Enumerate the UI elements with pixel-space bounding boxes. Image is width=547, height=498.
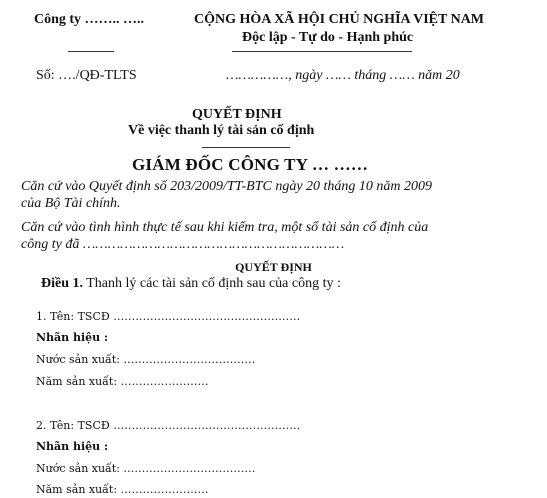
asset-1-name: 1. Tên: TSCĐ …………………………………………… — [36, 310, 301, 323]
asset-1-year: Năm sản xuất: …………………… — [36, 375, 209, 388]
national-motto: Độc lập - Tự do - Hạnh phúc — [242, 30, 414, 45]
basis-line-1: Căn cứ vào Quyết định số 203/2009/TT-BTC ngày 20 tháng 10 năm 2009 — [21, 179, 433, 194]
subject-underline — [202, 147, 290, 148]
basis-line-4: công ty đã ……………………………………………………… — [21, 237, 345, 252]
director-title: GIÁM ĐỐC CÔNG TY … …… — [132, 155, 369, 174]
decide-heading: QUYẾT ĐỊNH — [235, 260, 312, 274]
basis-line-2: của Bộ Tài chính. — [21, 196, 121, 211]
decision-title: QUYẾT ĐỊNH — [192, 107, 282, 122]
asset-1-country: Nước sản xuất: ……………………………… — [36, 353, 256, 366]
asset-2-name: 2. Tên: TSCĐ …………………………………………… — [36, 419, 301, 432]
article-1 — [41, 276, 341, 292]
asset-2-brand: Nhãn hiệu : — [36, 440, 109, 453]
date-line: ……………, ngày …… tháng …… năm 20 — [226, 68, 460, 83]
company-underline — [68, 51, 114, 52]
asset-2-country: Nước sản xuất: ……………………………… — [36, 462, 256, 475]
decision-subject: Về việc thanh lý tài sản cố định — [128, 123, 315, 138]
motto-underline — [232, 51, 412, 52]
document-number: Số: …./QĐ-TLTS — [36, 68, 137, 83]
nation-title: CỘNG HÒA XÃ HỘI CHỦ NGHĨA VIỆT NAM — [194, 12, 485, 27]
article-1-label: Điều 1. — [41, 276, 83, 291]
asset-1-brand: Nhãn hiệu : — [36, 331, 109, 344]
asset-2-year: Năm sản xuất: …………………… — [36, 483, 209, 496]
basis-line-3: Căn cứ vào tình hình thực tế sau khi kiểm tra, một số tài sản cố định của — [21, 220, 429, 235]
company-name: Công ty …….. ….. — [34, 12, 145, 27]
article-1-text: Thanh lý các tài sản cố định sau của công ty : — [83, 276, 341, 291]
